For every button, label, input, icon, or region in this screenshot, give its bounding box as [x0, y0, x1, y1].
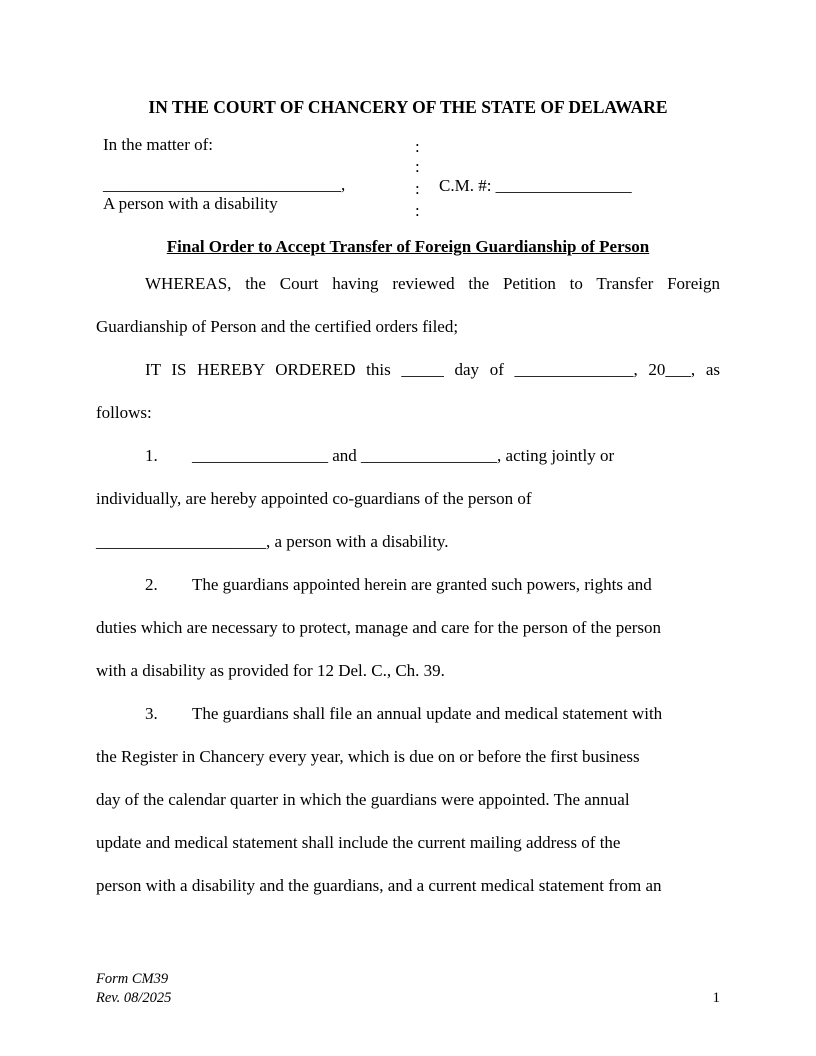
- name-blank: ____________________________,: [103, 175, 346, 194]
- paragraph-number: 3.: [145, 704, 158, 723]
- court-title: IN THE COURT OF CHANCERY OF THE STATE OF DELAWARE: [148, 97, 668, 117]
- paragraph-line: person with a disability and the guardians, and a current medical statement from an: [96, 876, 662, 895]
- paragraph-line: individually, are hereby appointed co-guardians of the person of: [96, 489, 532, 508]
- order-title: Final Order to Accept Transfer of Foreign Guardianship of Person: [166, 237, 650, 256]
- paragraph-line: day of the calendar quarter in which the guardians were appointed. The annual: [96, 790, 630, 809]
- form-revision: Rev. 08/2025: [96, 990, 172, 1006]
- paragraph-line: update and medical statement shall include the current mailing address of the: [96, 833, 621, 852]
- paragraph-line: with a disability as provided for 12 Del. C., Ch. 39.: [96, 661, 445, 680]
- caption-colon: :: [415, 179, 420, 198]
- whereas-line: Guardianship of Person and the certified orders filed;: [96, 317, 459, 336]
- paragraph-line: duties which are necessary to protect, manage and care for the person of the person: [96, 618, 662, 637]
- paragraph-line: The guardians appointed herein are granted such powers, rights and: [192, 575, 652, 594]
- caption-colon: :: [415, 201, 420, 220]
- paragraph-line: The guardians shall file an annual update and medical statement with: [192, 704, 663, 723]
- case-number-label: C.M. #: ________________: [439, 176, 632, 195]
- paragraph-line: ________________ and ________________, acting jointly or: [192, 446, 615, 465]
- paragraph-line: ____________________, a person with a disability.: [96, 532, 449, 551]
- form-id: Form CM39: [96, 971, 169, 987]
- ordered-line: follows:: [96, 403, 152, 422]
- page-number: 1: [712, 990, 720, 1006]
- paragraph-number: 2.: [145, 575, 158, 594]
- person-with-disability-label: A person with a disability: [103, 194, 278, 213]
- caption-colon: :: [415, 157, 420, 176]
- whereas-line: WHEREAS, the Court having reviewed the Petition to Transfer Foreign: [145, 274, 720, 293]
- matter-label: In the matter of:: [103, 135, 213, 154]
- paragraph-number: 1.: [145, 446, 158, 465]
- caption-colon: :: [415, 137, 420, 156]
- ordered-line: IT IS HEREBY ORDERED this _____ day of ______________, 20___, as: [145, 360, 720, 379]
- paragraph-line: the Register in Chancery every year, which is due on or before the first business: [96, 747, 640, 766]
